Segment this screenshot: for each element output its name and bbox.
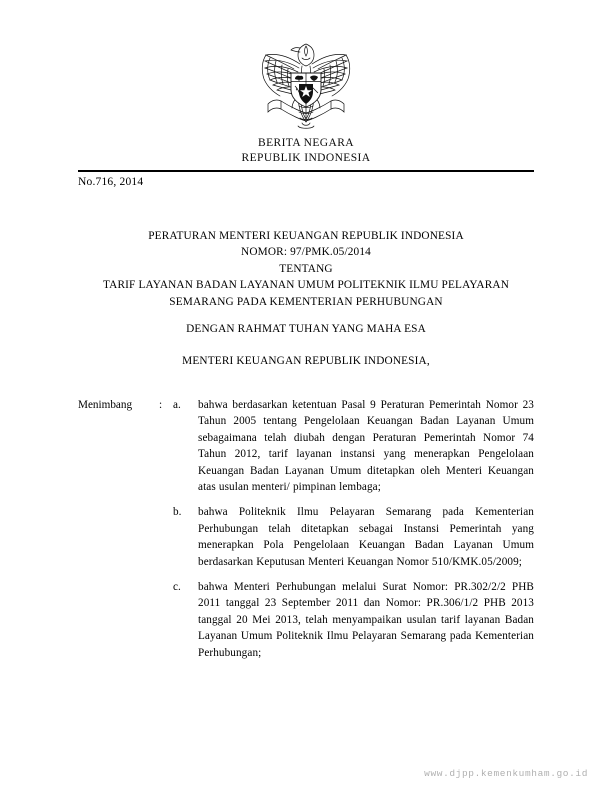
blessing-line: DENGAN RAHMAT TUHAN YANG MAHA ESA: [186, 323, 426, 335]
title-line-subject-1: TARIF LAYANAN BADAN LAYANAN UMUM POLITEKNIK ILMU PELAYARAN: [102, 279, 510, 292]
considerations-label: Menimbang: [78, 399, 133, 411]
item-text-b: bahwa Politeknik Ilmu Pelayaran Semarang pada Kementerian Perhubungan telah ditetapkan sebagai Instansi Pemerintah yang menerapkan Pola Pengelolaan Keuangan Badan Layanan Umum berdasarkan Keputusan Menteri Keuangan Nomor 510/KMK.05/2009;: [198, 506, 534, 568]
item-text-a: bahwa berdasarkan ketentuan Pasal 9 Peraturan Pemerintah Nomor 23 Tahun 2005 tentang Pengelolaan Keuangan Badan Layanan Umum sebagaimana telah diubah dengan Peraturan Pemerintah Nomor 74 Tahun 2012, tarif layanan instansi yang menerapkan Pengelolaan Keuangan Badan Layanan Umum ditetapkan oleh Menteri Keuangan atas usulan menteri/ pimpinan lembaga;: [198, 399, 534, 494]
considerations-colon: :: [159, 399, 163, 411]
authority-line: MENTERI KEUANGAN REPUBLIK INDONESIA,: [182, 355, 430, 367]
consideration-item-b: [78, 504, 534, 570]
document-number: No.716, 2014: [78, 176, 144, 188]
considerations-section: [78, 397, 534, 670]
title-line-subject-2: SEMARANG PADA KEMENTERIAN PERHUBUNGAN: [169, 295, 443, 308]
consideration-item-a: [78, 397, 534, 495]
title-line-number: NOMOR: 97/PMK.05/2014: [241, 246, 371, 259]
header-divider: [78, 170, 534, 172]
item-letter-a: a.: [173, 399, 181, 411]
regulation-title-block: [60, 228, 552, 310]
title-line-tentang: TENTANG: [279, 262, 333, 275]
masthead-line-1: BERITA NEGARA: [258, 137, 354, 149]
consideration-item-c: [78, 579, 534, 661]
title-line-ministry: PERATURAN MENTERI KEUANGAN REPUBLIK INDONESIA: [148, 230, 464, 242]
item-letter-c: c.: [173, 581, 181, 594]
masthead-line-2: REPUBLIK INDONESIA: [241, 152, 371, 164]
item-letter-b: b.: [173, 506, 182, 519]
item-text-c: bahwa Menteri Perhubungan melalui Surat Nomor: PR.302/2/2 PHB 2011 tanggal 23 September 2011 dan Nomor: PR.306/1/2 PHB 2013 tanggal 20 Mei 2013, telah menyampaikan usulan tarif layanan Badan Layanan Umum Politeknik Ilmu Pelayaran Semarang pada Kementerian Perhubungan;: [198, 581, 534, 659]
masthead: [78, 34, 534, 166]
garuda-pancasila-emblem-icon: [250, 34, 362, 134]
footer-watermark: www.djpp.kemenkumham.go.id: [424, 768, 588, 779]
